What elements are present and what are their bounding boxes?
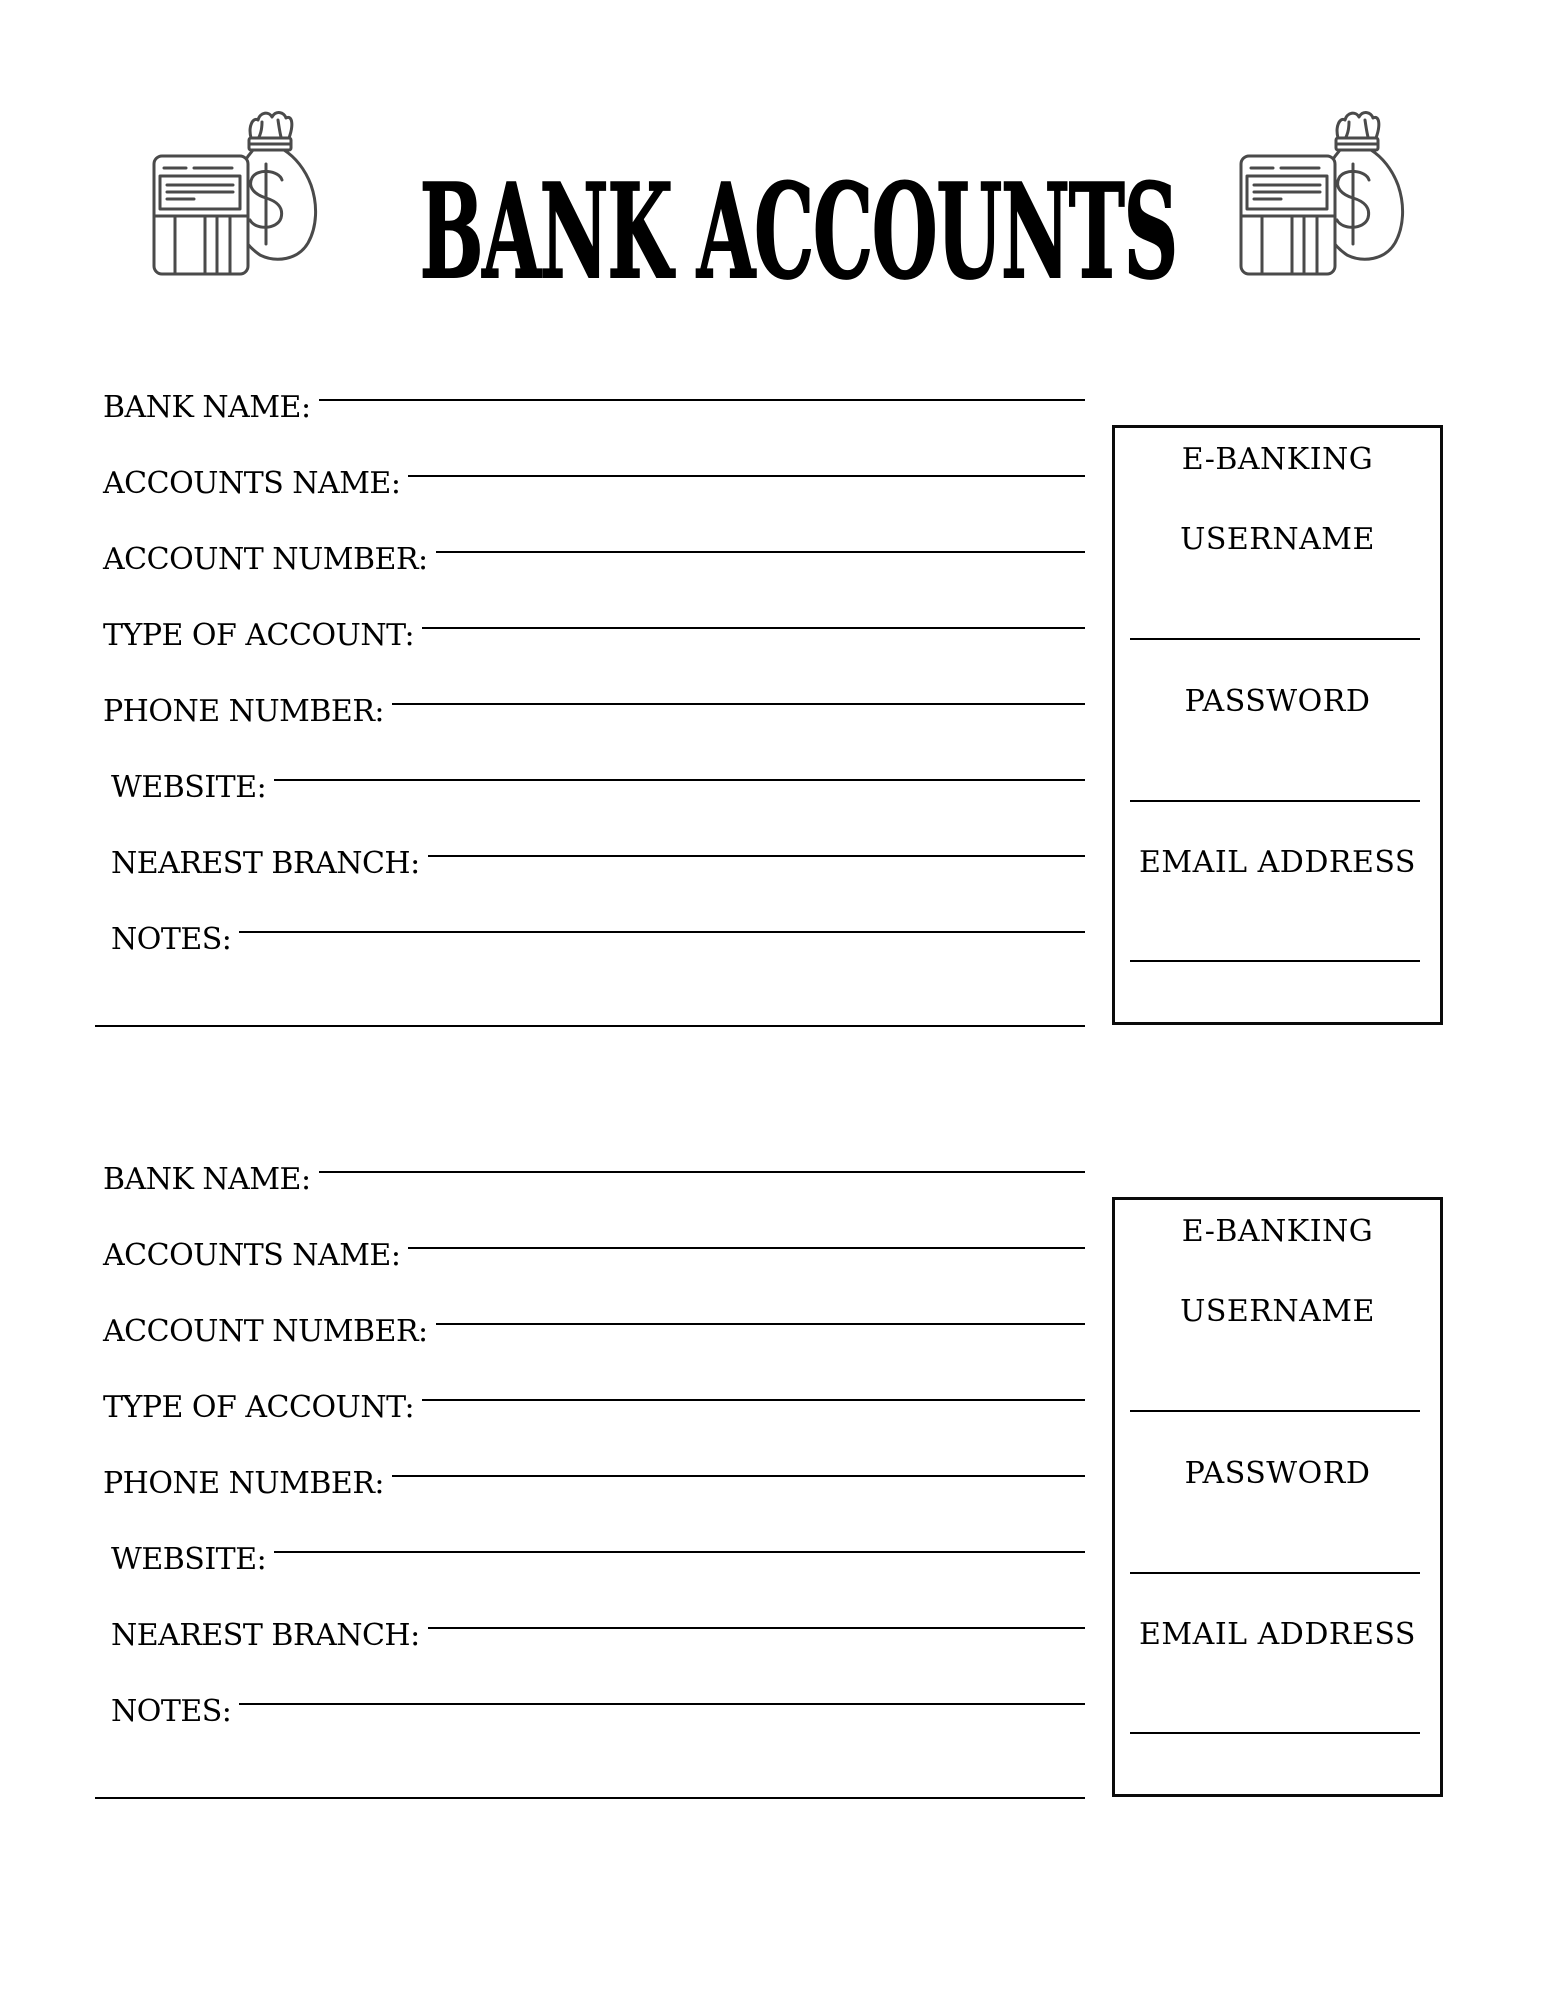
website-label: WEBSITE: [111, 770, 267, 805]
field-row-account-number [103, 1291, 1085, 1367]
nearest-branch-input-line[interactable] [428, 854, 1085, 857]
notes-overflow-line[interactable] [95, 1025, 1085, 1027]
money-bag-ruffle [250, 113, 292, 138]
account-number-label: ACCOUNT NUMBER: [103, 1314, 428, 1349]
ebanking-panel-1 [1112, 425, 1443, 1025]
account-number-input-line[interactable] [436, 550, 1085, 553]
username-input-line[interactable] [1130, 1410, 1420, 1412]
page-title: BANK ACCOUNTS [419, 155, 1177, 308]
phone-number-input-line[interactable] [392, 702, 1085, 705]
field-row-nearest-branch [103, 823, 1085, 899]
password-input-line[interactable] [1130, 1572, 1420, 1574]
field-row-phone-number [103, 671, 1085, 747]
field-row-website [103, 1519, 1085, 1595]
ebanking-title: E-BANKING [1181, 442, 1374, 477]
bank-name-label: BANK NAME: [103, 390, 311, 425]
notes-input-line[interactable] [239, 1702, 1085, 1705]
website-input-line[interactable] [274, 1550, 1085, 1553]
field-row-phone-number [103, 1443, 1085, 1519]
website-input-line[interactable] [274, 778, 1085, 781]
field-row-notes [103, 1671, 1085, 1747]
accounts-name-label: ACCOUNTS NAME: [103, 1238, 401, 1273]
money-bag-ruffle [1337, 113, 1379, 138]
cash-register-money-bag-icon [152, 110, 320, 278]
field-row-notes [103, 899, 1085, 975]
accounts-name-input-line[interactable] [408, 474, 1085, 477]
type-of-account-input-line[interactable] [422, 1398, 1085, 1401]
field-row-nearest-branch [103, 1595, 1085, 1671]
email-address-label: EMAIL ADDRESS [1139, 1617, 1416, 1652]
field-row-account-number [103, 519, 1085, 595]
field-row-type-of-account [103, 595, 1085, 671]
notes-input-line[interactable] [239, 930, 1085, 933]
account-number-input-line[interactable] [436, 1322, 1085, 1325]
cash-register-money-bag-icon [1239, 110, 1407, 278]
field-row-bank-name [103, 367, 1085, 443]
nearest-branch-label: NEAREST BRANCH: [111, 1618, 420, 1653]
account-number-label: ACCOUNT NUMBER: [103, 542, 428, 577]
email-address-input-line[interactable] [1130, 960, 1420, 962]
field-row-type-of-account [103, 1367, 1085, 1443]
password-label: PASSWORD [1184, 684, 1371, 719]
bank-name-input-line[interactable] [319, 398, 1085, 401]
type-of-account-label: TYPE OF ACCOUNT: [103, 618, 415, 653]
account-section-2 [103, 1139, 1085, 1747]
website-label: WEBSITE: [111, 1542, 267, 1577]
ebanking-title: E-BANKING [1181, 1214, 1374, 1249]
bank-name-input-line[interactable] [319, 1170, 1085, 1173]
notes-overflow-line[interactable] [95, 1797, 1085, 1799]
nearest-branch-input-line[interactable] [428, 1626, 1085, 1629]
phone-number-label: PHONE NUMBER: [103, 1466, 385, 1501]
nearest-branch-label: NEAREST BRANCH: [111, 846, 420, 881]
username-input-line[interactable] [1130, 638, 1420, 640]
password-label: PASSWORD [1184, 1456, 1371, 1491]
type-of-account-label: TYPE OF ACCOUNT: [103, 1390, 415, 1425]
accounts-name-label: ACCOUNTS NAME: [103, 466, 401, 501]
username-label: USERNAME [1180, 1294, 1375, 1329]
email-address-input-line[interactable] [1130, 1732, 1420, 1734]
field-row-bank-name [103, 1139, 1085, 1215]
phone-number-input-line[interactable] [392, 1474, 1085, 1477]
field-row-accounts-name [103, 1215, 1085, 1291]
phone-number-label: PHONE NUMBER: [103, 694, 385, 729]
email-address-label: EMAIL ADDRESS [1139, 845, 1416, 880]
accounts-name-input-line[interactable] [408, 1246, 1085, 1249]
password-input-line[interactable] [1130, 800, 1420, 802]
ebanking-panel-2 [1112, 1197, 1443, 1797]
bank-name-label: BANK NAME: [103, 1162, 311, 1197]
account-section-1 [103, 367, 1085, 975]
field-row-website [103, 747, 1085, 823]
notes-label: NOTES: [111, 1694, 232, 1729]
username-label: USERNAME [1180, 522, 1375, 557]
type-of-account-input-line[interactable] [422, 626, 1085, 629]
field-row-accounts-name [103, 443, 1085, 519]
notes-label: NOTES: [111, 922, 232, 957]
